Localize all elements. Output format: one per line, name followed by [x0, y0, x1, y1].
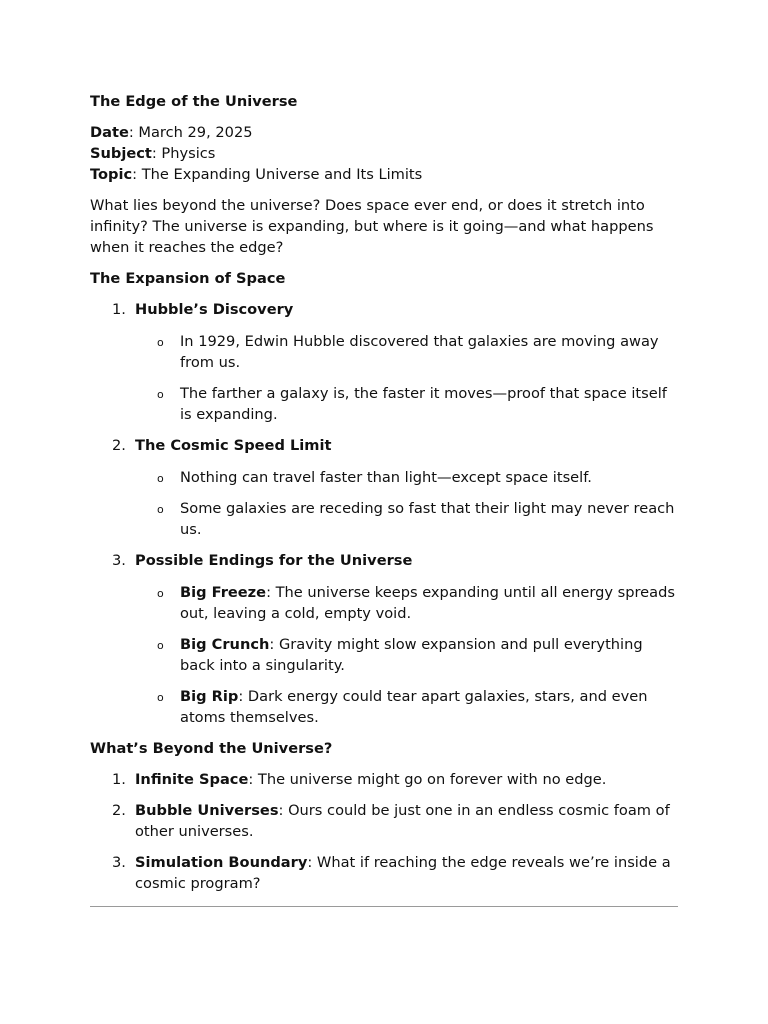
list-item-title: Hubble’s Discovery	[135, 301, 294, 318]
sub-list-item	[135, 467, 678, 488]
list-number: 1.	[112, 301, 126, 318]
sub-list-item-term: Big Rip	[180, 688, 239, 705]
list-item	[90, 299, 678, 425]
list-item-title: Possible Endings for the Universe	[135, 552, 413, 569]
list-number: 2.	[112, 437, 126, 454]
horizontal-rule	[90, 906, 678, 907]
list-item	[90, 800, 678, 842]
sub-list-item-text: : The universe keeps expanding until all energy spreads out, leaving a cold, empty void.	[180, 584, 675, 622]
document-title: The Edge of the Universe	[90, 93, 298, 110]
sub-list-item-term: Big Crunch	[180, 636, 270, 653]
hollow-bullet-icon: o	[157, 503, 164, 516]
document-page	[90, 91, 678, 907]
sub-list-item-text: In 1929, Edwin Hubble discovered that galaxies are moving away from us.	[180, 333, 659, 371]
hollow-bullet-icon: o	[157, 639, 164, 652]
sub-list-item-term: Big Freeze	[180, 584, 267, 601]
hollow-bullet-icon: o	[157, 472, 164, 485]
meta-subject	[90, 143, 678, 164]
list-number: 3.	[112, 552, 126, 569]
document-meta	[90, 122, 678, 185]
sub-list-item-text: Nothing can travel faster than light—except space itself.	[180, 469, 592, 486]
beyond-list	[90, 769, 678, 894]
meta-subject-value: : Physics	[151, 145, 216, 162]
sub-list-item-text: The farther a galaxy is, the faster it moves—proof that space itself is expanding.	[180, 385, 667, 423]
section-heading-beyond: What’s Beyond the Universe?	[90, 740, 333, 757]
hollow-bullet-icon: o	[157, 388, 164, 401]
hollow-bullet-icon: o	[157, 587, 164, 600]
list-item	[90, 435, 678, 540]
list-item	[90, 769, 678, 790]
meta-topic	[90, 164, 678, 185]
list-item-text: : The universe might go on forever with no edge.	[248, 771, 607, 788]
sub-list-item-text: Some galaxies are receding so fast that their light may never reach us.	[180, 500, 675, 538]
hollow-bullet-icon: o	[157, 691, 164, 704]
sub-list-item	[135, 331, 678, 373]
list-number: 3.	[112, 854, 126, 871]
list-item-term: Infinite Space	[135, 771, 249, 788]
sub-list-item	[135, 686, 678, 728]
list-item-text: : What if reaching the edge reveals we’re inside a cosmic program?	[135, 854, 671, 892]
list-item-text: : Ours could be just one in an endless cosmic foam of other universes.	[135, 802, 670, 840]
meta-date	[90, 122, 678, 143]
intro-paragraph: What lies beyond the universe? Does space ever end, or does it stretch into infinity? The universe is expanding, but where is it going—and what happens when it reaches the edge?	[90, 197, 654, 256]
section-heading-expansion: The Expansion of Space	[90, 270, 286, 287]
expansion-list	[90, 299, 678, 728]
sub-list-item-text: : Gravity might slow expansion and pull everything back into a singularity.	[180, 636, 643, 674]
meta-topic-label: Topic	[90, 166, 133, 183]
meta-subject-label: Subject	[90, 145, 152, 162]
meta-date-value: : March 29, 2025	[128, 124, 253, 141]
sub-list-item	[135, 582, 678, 624]
list-item	[90, 550, 678, 728]
list-item-title: The Cosmic Speed Limit	[135, 437, 332, 454]
list-number: 1.	[112, 771, 126, 788]
meta-date-label: Date	[90, 124, 129, 141]
hollow-bullet-icon: o	[157, 336, 164, 349]
list-item	[90, 852, 678, 894]
sub-list	[135, 582, 678, 728]
sub-list	[135, 467, 678, 540]
sub-list-item	[135, 634, 678, 676]
sub-list-item-text: : Dark energy could tear apart galaxies, stars, and even atoms themselves.	[180, 688, 648, 726]
sub-list-item	[135, 383, 678, 425]
list-item-term: Bubble Universes	[135, 802, 279, 819]
sub-list	[135, 331, 678, 425]
meta-topic-value: : The Expanding Universe and Its Limits	[132, 166, 423, 183]
list-item-term: Simulation Boundary	[135, 854, 308, 871]
sub-list-item	[135, 498, 678, 540]
list-number: 2.	[112, 802, 126, 819]
